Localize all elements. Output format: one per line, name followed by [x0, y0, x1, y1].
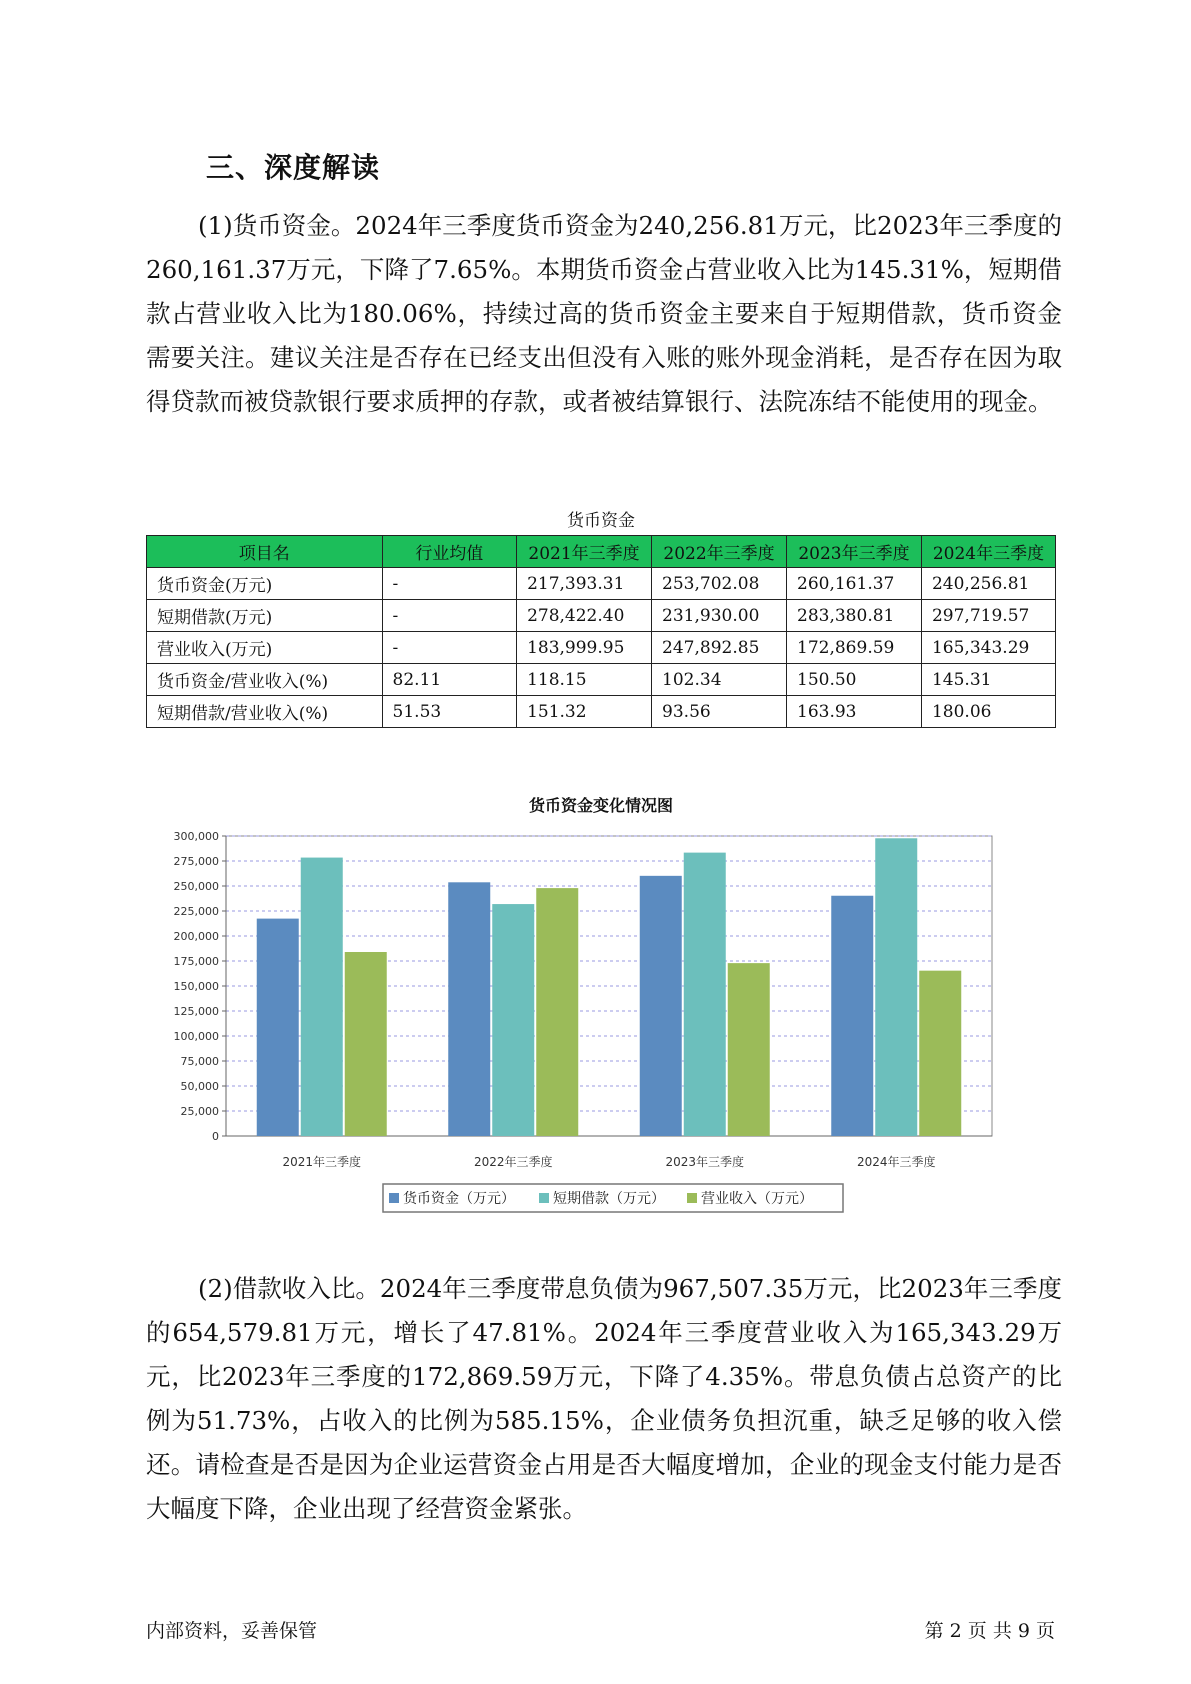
chart-title: 货币资金变化情况图 [528, 796, 673, 815]
table-cell: 151.32 [517, 696, 652, 728]
x-tick-label: 2023年三季度 [665, 1155, 745, 1169]
y-tick-label: 250,000 [173, 880, 219, 893]
bar [492, 904, 534, 1136]
paragraph-debt-text: (2)借款收入比。2024年三季度带息负债为967,507.35万元，比2023年三季度的654,579.81万元，增长了47.81%。2024年三季度营业收入为165,343.29万元，比2023年三季度的172,869.59万元，下降了4.35%。带息负债占总资产的比例为51.73%，占收入的比例为585.15%，企业债务负担沉重，缺乏足够的收入偿还。请检查是否是因为企业运营资金占用是否大幅度增加，企业的现金支付能力是否大幅度下降，企业出现了经营资金紧张。 [146, 1274, 1062, 1523]
table-cell: 180.06 [921, 696, 1055, 728]
table-row [147, 664, 1056, 696]
table-cell: 短期借款/营业收入(%) [147, 696, 383, 728]
legend-swatch [539, 1193, 549, 1203]
y-tick-label: 50,000 [180, 1080, 219, 1093]
bar [831, 896, 873, 1136]
y-tick-label: 25,000 [180, 1105, 219, 1118]
table-cell: 183,999.95 [517, 632, 652, 664]
table-cell: 145.31 [921, 664, 1055, 696]
table-title: 货币资金 [567, 511, 635, 531]
bar [640, 876, 682, 1136]
table-cell: 240,256.81 [921, 568, 1055, 600]
section-heading: 三、深度解读 [206, 151, 381, 184]
table-cell: 260,161.37 [787, 568, 922, 600]
table-row [147, 600, 1056, 632]
table-cell: 102.34 [652, 664, 787, 696]
table-header-cell: 项目名 [147, 536, 383, 568]
table-cell: - [382, 632, 517, 664]
table-cell: 217,393.31 [517, 568, 652, 600]
table-cell: 165,343.29 [921, 632, 1055, 664]
table-cell: 172,869.59 [787, 632, 922, 664]
table-header-cell: 2024年三季度 [921, 536, 1055, 568]
table-row [147, 568, 1056, 600]
table-header-cell: 2021年三季度 [517, 536, 652, 568]
table-cell: 247,892.85 [652, 632, 787, 664]
x-tick-label: 2024年三季度 [856, 1155, 936, 1169]
y-tick-label: 125,000 [173, 1005, 219, 1018]
table-cell: 短期借款(万元) [147, 600, 383, 632]
page-number: 第 2 页 共 9 页 [924, 1620, 1055, 1642]
x-tick-label: 2021年三季度 [282, 1155, 362, 1169]
table-cell: - [382, 600, 517, 632]
table-cell: 253,702.08 [652, 568, 787, 600]
bar [919, 971, 961, 1136]
legend-label: 货币资金（万元） [403, 1191, 515, 1207]
legend-label: 短期借款（万元） [553, 1191, 665, 1207]
table-header-cell: 行业均值 [382, 536, 517, 568]
y-tick-label: 275,000 [173, 855, 219, 868]
paragraph-cash [146, 204, 1062, 424]
y-tick-label: 100,000 [173, 1030, 219, 1043]
table-cell: 297,719.57 [921, 600, 1055, 632]
bar [257, 919, 299, 1136]
table-cell: 51.53 [382, 696, 517, 728]
table-row [147, 632, 1056, 664]
bar [684, 853, 726, 1136]
y-tick-label: 225,000 [173, 905, 219, 918]
table-header-cell: 2023年三季度 [787, 536, 922, 568]
table-header-cell: 2022年三季度 [652, 536, 787, 568]
x-tick-label: 2022年三季度 [473, 1155, 553, 1169]
cash-table [146, 535, 1056, 728]
table-cell: 278,422.40 [517, 600, 652, 632]
y-tick-label: 0 [212, 1130, 219, 1143]
table-cell: 150.50 [787, 664, 922, 696]
legend-label: 营业收入（万元） [701, 1191, 813, 1207]
table-cell: 283,380.81 [787, 600, 922, 632]
table-cell: 231,930.00 [652, 600, 787, 632]
table-cell: 82.11 [382, 664, 517, 696]
bar [301, 858, 343, 1136]
bar [448, 882, 490, 1136]
table-cell: 货币资金(万元) [147, 568, 383, 600]
y-tick-label: 200,000 [173, 930, 219, 943]
table-cell: 货币资金/营业收入(%) [147, 664, 383, 696]
table-cell: 163.93 [787, 696, 922, 728]
table-cell: 营业收入(万元) [147, 632, 383, 664]
y-tick-label: 175,000 [173, 955, 219, 968]
y-tick-label: 75,000 [180, 1055, 219, 1068]
paragraph-cash-text: (1)货币资金。2024年三季度货币资金为240,256.81万元，比2023年三季度的260,161.37万元，下降了7.65%。本期货币资金占营业收入比为145.31%，短期借款占营业收入比为180.06%，持续过高的货币资金主要来自于短期借款，货币资金需要关注。建议关注是否存在已经支出但没有入账的账外现金消耗，是否存在因为取得贷款而被贷款银行要求质押的存款，或者被结算银行、法院冻结不能使用的现金。 [146, 211, 1062, 416]
bar [536, 888, 578, 1136]
cash-bar-chart [146, 820, 1056, 1240]
bar [728, 963, 770, 1136]
table-header-row [147, 536, 1056, 568]
table-cell: 118.15 [517, 664, 652, 696]
footer-note: 内部资料，妥善保管 [146, 1620, 318, 1642]
table-cell: - [382, 568, 517, 600]
bar [875, 838, 917, 1136]
legend-swatch [687, 1193, 697, 1203]
legend-swatch [389, 1193, 399, 1203]
bar [345, 952, 387, 1136]
y-tick-label: 300,000 [173, 830, 219, 843]
table-cell: 93.56 [652, 696, 787, 728]
y-tick-label: 150,000 [173, 980, 219, 993]
table-row [147, 696, 1056, 728]
paragraph-debt [146, 1267, 1062, 1531]
